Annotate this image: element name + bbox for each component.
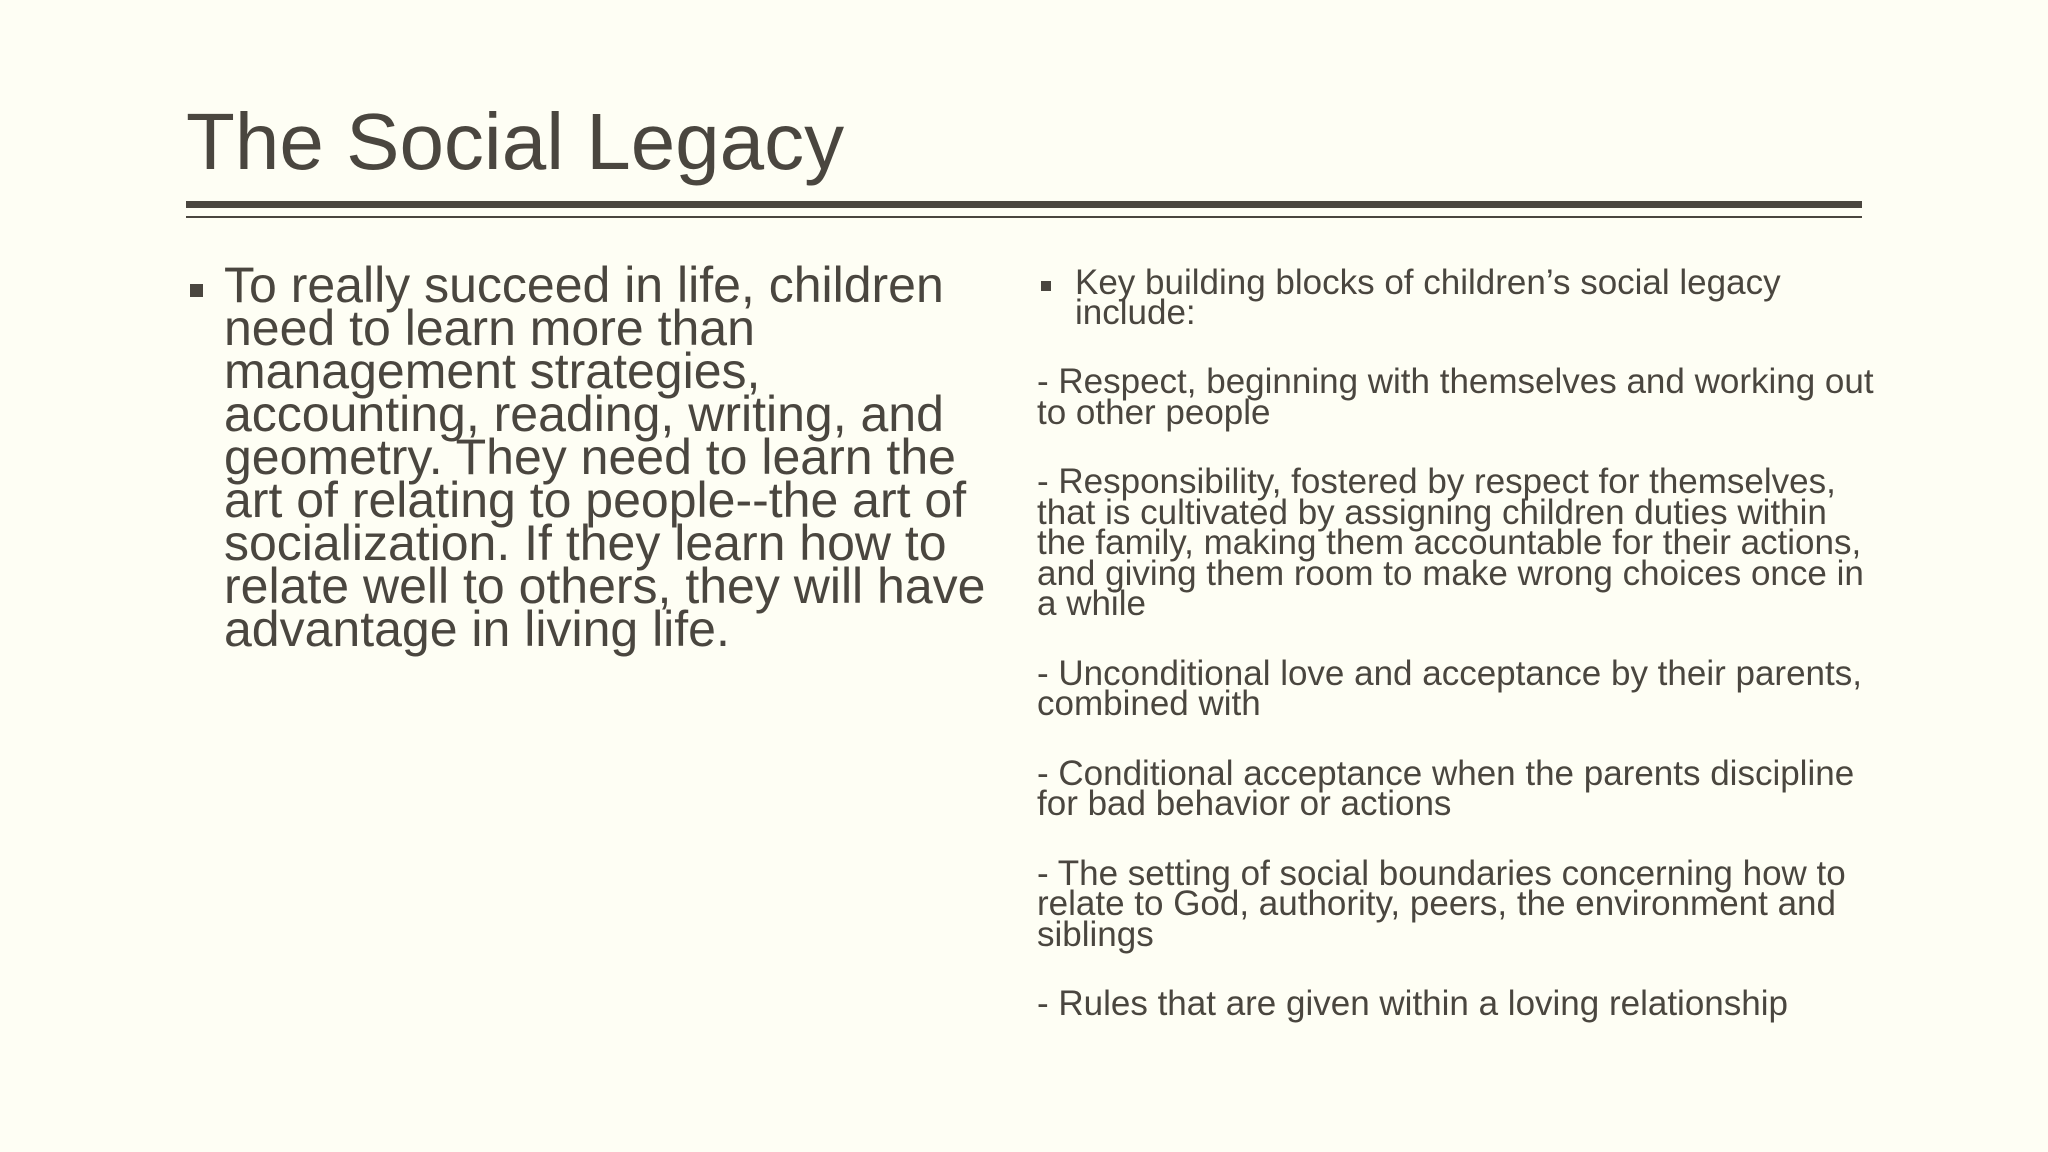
building-block-item: - Unconditional love and acceptance by their parents, combined with (1037, 653, 1862, 723)
right-bullet-text: Key building blocks of children’s social legacy include: (1075, 263, 1781, 332)
building-block-item: - Respect, beginning with themselves and working out to other people (1037, 362, 1874, 432)
right-bullet-item (1037, 263, 1877, 332)
slide-title: The Social Legacy (186, 97, 845, 186)
building-block-item: - Responsibility, fostered by respect for themselves, that is cultivated by assigning children duties within the family, making them accountable for their actions, and giving them room to make wrong choices once in a while (1037, 462, 1864, 623)
building-block-item: - Rules that are given within a loving relationship (1037, 984, 1788, 1023)
title-divider-thin (186, 216, 1862, 218)
building-block-item: - The setting of social boundaries concerning how to relate to God, authority, peers, the environment and siblings (1037, 853, 1846, 954)
square-bullet-icon (190, 284, 203, 297)
square-bullet-icon (1041, 281, 1051, 291)
left-content-column (186, 257, 1016, 657)
right-content-column (1037, 263, 1877, 1023)
left-bullet-item (186, 257, 1016, 657)
building-block-item: - Conditional acceptance when the parents discipline for bad behavior or actions (1037, 753, 1855, 823)
title-divider-thick (186, 201, 1862, 208)
left-bullet-text: To really succeed in life, children need to learn more than management strategies, accounting, reading, writing, and geometry. They need to learn the art of relating to people--the art of socialization. If they learn how to relate well to others, they will have advantage in living life. (224, 257, 986, 657)
